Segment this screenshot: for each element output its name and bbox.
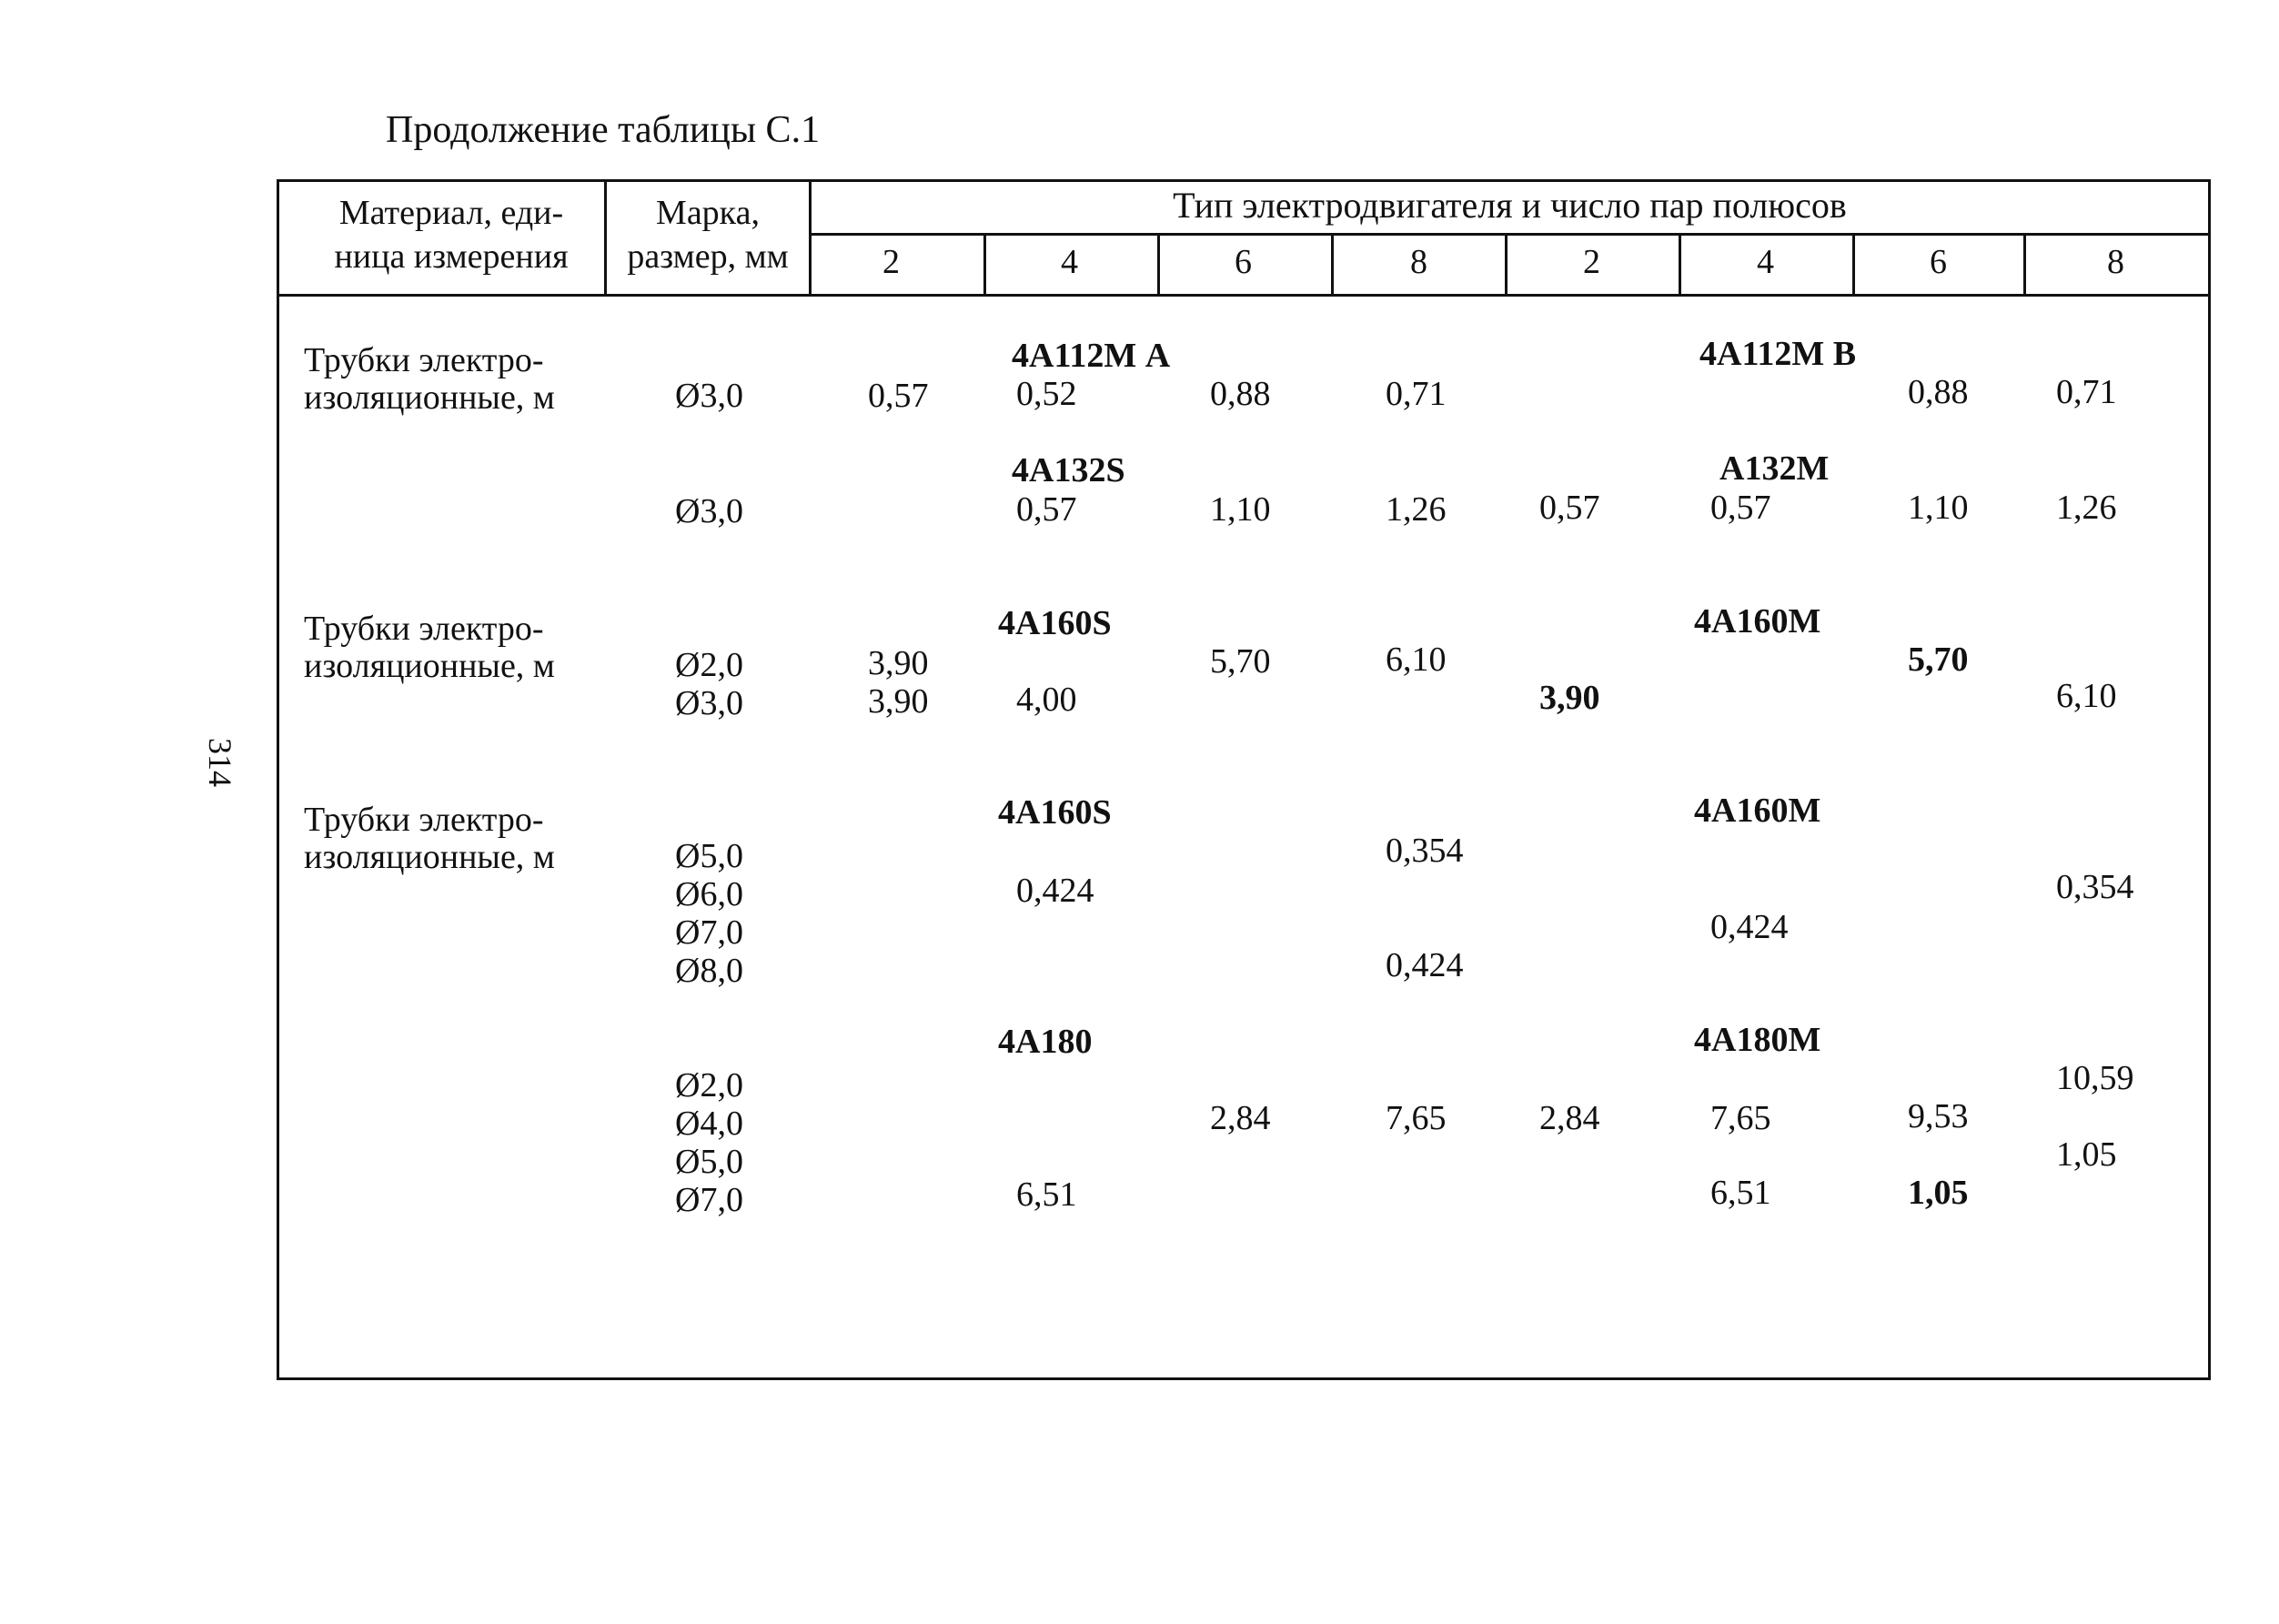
value-cell: 4,00 <box>1016 681 1077 719</box>
motor-type-rule <box>809 233 2211 236</box>
header-pole: 6 <box>1235 243 1252 281</box>
value-cell: 0,354 <box>1386 832 1464 870</box>
col-divider-pole <box>1331 233 1334 297</box>
value-cell: 5,70 <box>1210 642 1271 681</box>
size-label: Ø2,0 <box>675 646 743 684</box>
header-pole: 4 <box>1061 243 1078 281</box>
value-cell: 3,90 <box>868 682 929 721</box>
value-cell: 7,65 <box>1386 1099 1447 1137</box>
header-pole: 6 <box>1930 243 1947 281</box>
value-cell: 6,10 <box>2056 677 2117 715</box>
page-number: 314 <box>202 738 238 787</box>
value-cell: 3,90 <box>1539 679 1600 717</box>
motor-type-label: 4А180 <box>998 1023 1093 1061</box>
header-material: Материал, еди- ница измерения <box>334 194 569 276</box>
value-cell: 0,71 <box>2056 373 2117 411</box>
table-caption: Продолжение таблицы С.1 <box>386 109 821 151</box>
value-cell: 0,57 <box>1016 490 1077 529</box>
value-cell: 0,88 <box>1908 373 1969 411</box>
header-pole: 2 <box>1583 243 1600 281</box>
material-label: Трубки электро- изоляционные, м <box>304 610 555 685</box>
col-divider-pole <box>1679 233 1681 297</box>
size-label: Ø5,0 <box>675 837 743 875</box>
motor-type-label: 4А112М В <box>1699 335 1857 373</box>
value-cell: 9,53 <box>1908 1097 1969 1135</box>
header-motor-type: Тип электродвигателя и число пар полюсов <box>1173 185 1847 226</box>
col-divider-pole <box>983 233 986 297</box>
motor-type-label: 4А160S <box>998 604 1112 642</box>
value-cell: 2,84 <box>1210 1099 1271 1137</box>
value-cell: 0,52 <box>1016 375 1077 413</box>
value-cell: 1,26 <box>2056 489 2117 527</box>
value-cell: 1,05 <box>1908 1174 1969 1212</box>
motor-type-label: 4А180М <box>1694 1021 1821 1059</box>
motor-type-label: 4А160М <box>1694 792 1821 830</box>
motor-type-label: 4А132S <box>1012 451 1125 489</box>
col-divider-pole <box>1505 233 1508 297</box>
value-cell: 0,57 <box>1539 489 1600 527</box>
header-mark: Марка, размер, мм <box>627 194 789 276</box>
value-cell: 0,424 <box>1710 908 1789 946</box>
col-divider-pole <box>2023 233 2026 297</box>
value-cell: 1,05 <box>2056 1135 2117 1174</box>
header-bottom-rule <box>277 294 2211 297</box>
value-cell: 6,51 <box>1710 1174 1771 1212</box>
col-divider-material <box>604 179 607 297</box>
value-cell: 3,90 <box>868 644 929 682</box>
size-label: Ø7,0 <box>675 1181 743 1219</box>
value-cell: 0,57 <box>1710 489 1771 527</box>
header-pole: 8 <box>2107 243 2124 281</box>
value-cell: 0,424 <box>1386 946 1464 984</box>
motor-type-label: 4А160S <box>998 793 1112 832</box>
size-label: Ø6,0 <box>675 875 743 913</box>
value-cell: 0,88 <box>1210 375 1271 413</box>
size-label: Ø7,0 <box>675 913 743 952</box>
size-label: Ø5,0 <box>675 1143 743 1181</box>
header-pole: 2 <box>882 243 900 281</box>
size-label: Ø2,0 <box>675 1066 743 1105</box>
value-cell: 1,26 <box>1386 490 1447 529</box>
header-pole: 4 <box>1757 243 1774 281</box>
col-divider-pole <box>1852 233 1855 297</box>
material-label: Трубки электро- изоляционные, м <box>304 801 555 876</box>
size-label: Ø3,0 <box>675 377 743 415</box>
value-cell: 10,59 <box>2056 1059 2134 1097</box>
value-cell: 5,70 <box>1908 641 1969 679</box>
motor-type-label: 4А160М <box>1694 602 1821 641</box>
col-divider-pole <box>1157 233 1160 297</box>
value-cell: 6,10 <box>1386 641 1447 679</box>
value-cell: 0,71 <box>1386 375 1447 413</box>
value-cell: 1,10 <box>1210 490 1271 529</box>
header-pole: 8 <box>1410 243 1427 281</box>
value-cell: 0,424 <box>1016 872 1094 910</box>
material-label: Трубки электро- изоляционные, м <box>304 341 555 417</box>
size-label: Ø3,0 <box>675 684 743 722</box>
value-cell: 7,65 <box>1710 1099 1771 1137</box>
value-cell: 6,51 <box>1016 1175 1077 1214</box>
size-label: Ø4,0 <box>675 1105 743 1143</box>
value-cell: 0,57 <box>868 377 929 415</box>
size-label: Ø8,0 <box>675 952 743 990</box>
value-cell: 0,354 <box>2056 868 2134 906</box>
motor-type-label: 4А112М А <box>1012 337 1171 375</box>
size-label: Ø3,0 <box>675 492 743 530</box>
value-cell: 2,84 <box>1539 1099 1600 1137</box>
value-cell: 1,10 <box>1908 489 1969 527</box>
motor-type-label: А132М <box>1719 449 1830 488</box>
